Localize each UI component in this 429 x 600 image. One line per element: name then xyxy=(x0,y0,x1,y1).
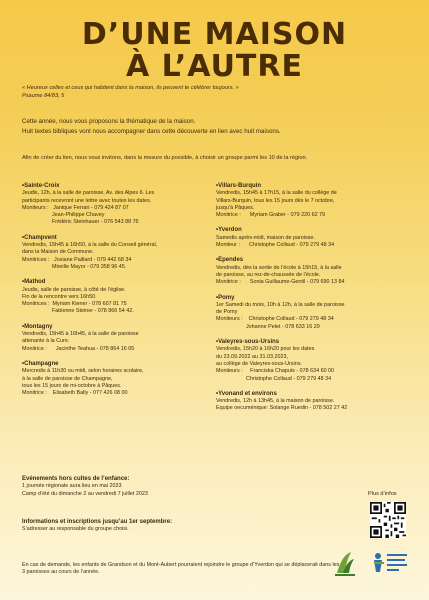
intro-line-1: Cette année, nous vous proposons la thématique de la maison. xyxy=(22,118,196,125)
place-detail-line: au collège de Valeyres-sous-Ursins. xyxy=(216,360,302,367)
place-detail-line: Johanne Pelet - 078 633 16 29 xyxy=(216,323,320,330)
place-detail-line: tous les 15 jours de mi-octobre à Pâques. xyxy=(22,382,122,389)
place-block xyxy=(216,391,416,413)
place-name: • Champagne xyxy=(22,361,218,368)
info-heading: Informations et inscriptions jusqu’au 1er septembre: xyxy=(22,519,173,525)
place-detail-line: Villars-Burquin, tous les 15 jours dès le 7 octobre, xyxy=(216,197,335,204)
places-right-column xyxy=(216,183,416,421)
quote-reference: Psaume 84/83, 5 xyxy=(22,93,65,99)
place-name: • Villars-Burquin xyxy=(216,183,416,190)
bible-quote xyxy=(22,84,412,100)
place-detail-line: 1er Samedi du mois, 10h à 12h, à la salle de paroisse xyxy=(216,301,345,308)
place-detail-line: participants recevront une lettre avec toutes les dates. xyxy=(22,197,152,204)
place-block xyxy=(216,295,416,331)
place-detail-line: Fabienne Steiner - 078 866 54 42. xyxy=(22,308,134,315)
place-block xyxy=(22,235,218,271)
events-line-2: Camp d’été du dimanche 2 au vendredi 7 juillet 2023 xyxy=(22,490,148,497)
place-detail-line: Christophe Collaud - 079 279 48 34 xyxy=(216,375,332,382)
place-block xyxy=(216,183,416,219)
info-line-1: S’adresser au responsable du groupe choisi. xyxy=(22,526,129,533)
place-detail-line: Monitrices : Josiane Paillard - 079 442 68 34 xyxy=(22,256,132,263)
place-detail-line: Monitrice : Jacinthe Teahua - 078 864 16 05 xyxy=(22,345,135,352)
place-block xyxy=(22,324,218,353)
place-name: • Sainte-Croix xyxy=(22,183,218,190)
place-block xyxy=(22,361,218,397)
place-name: • Montagny xyxy=(22,324,218,331)
events-heading: Evénements hors cultes de l’enfance: xyxy=(22,476,130,482)
place-block xyxy=(216,257,416,286)
info-section xyxy=(22,519,352,534)
place-detail-line: Samedis après-midi, maison de paroisse. xyxy=(216,234,315,241)
intro-line-3: Afin de créer du lien, nous vous invitons, dans la mesure du possible, à choisir un groupe parmi les 10 de la région. xyxy=(22,155,308,161)
place-name: • Valeyres-sous-Ursins xyxy=(216,339,416,346)
place-detail-line: Monitrice : Sonia Guillaume-Gentil - 079 690 13 84 xyxy=(216,279,345,286)
place-detail-line: dans la Maison de Commune. xyxy=(22,249,94,256)
place-detail-line: Moniteurs : Franciska Chapuis - 078 634 60 00 xyxy=(216,368,335,375)
place-block xyxy=(216,227,416,249)
events-line-1: 1 journée régionale aura lieu en mai 2023 xyxy=(22,483,122,490)
place-detail-line: de Pomy xyxy=(216,309,238,316)
place-name: • Champvent xyxy=(22,235,218,242)
place-detail-line: Jeudis, salle de paroisse, à côté de l’église. xyxy=(22,286,126,293)
place-detail-line: Moniteur : Christophe Collaud - 079 279 48 34 xyxy=(216,242,335,249)
place-detail-line: attenante à la Cure. xyxy=(22,338,70,345)
more-info-label: Plus d’infos xyxy=(368,491,397,497)
poster-title-line-1: D’UNE MAISON xyxy=(81,17,348,52)
place-detail-line: Monitrice : Elisabeth Bally - 077 426 08 00 xyxy=(22,390,128,397)
intro-line-2: Huit textes bibliques vont nous accompagner dans cette découverte en lien avec huit maisons. xyxy=(22,127,281,135)
place-detail-line: Vendredis, 15h45 à 16h50, à la salle du Conseil général, xyxy=(22,242,158,249)
place-detail-line: Monitrices : Myriam Kiener - 078 607 81 75 xyxy=(22,301,127,308)
place-detail-line: Moniteurs : Janique Ferrari - 079 424 87 07 xyxy=(22,204,129,211)
place-detail-line: du 23.09.2022 au 31.03.2023, xyxy=(216,353,288,360)
place-name: • Yverdon xyxy=(216,227,416,234)
parish-logo-icon xyxy=(332,549,358,579)
places-left-column xyxy=(22,183,218,405)
place-detail-line: à la salle de paroisse de Champagne, xyxy=(22,375,113,382)
place-detail-line: Monitrice : Myriam Graber - 079 220 62 79 xyxy=(216,212,326,219)
place-name: • Yvonand et environs xyxy=(216,391,416,398)
quote-text: « Heureux celles et ceux qui habitent dans ta maison, ils peuvent te célébrer toujours. » xyxy=(22,85,239,91)
intro-paragraph xyxy=(22,117,412,136)
place-detail-line: Vendredis, 15h45 à 17h15, à la salle du collège de xyxy=(216,190,337,197)
place-detail-line: Fin de la rencontre vers 16h50. xyxy=(22,293,97,300)
place-name: • Mathod xyxy=(22,279,218,286)
place-detail-line: Frédéric Steinhauer - 076 543 88 76 xyxy=(22,219,139,226)
place-detail-line: Jean-Philippe Chavey xyxy=(22,212,105,219)
place-detail-line: Equipe oecuménique: Solange Ruedin - 078 502 27 42 xyxy=(216,405,348,412)
place-detail-line: Moniteurs : Christophe Collaud - 079 279 48 34 xyxy=(216,316,334,323)
place-detail-line: Vendredis, 12h à 13h45, à la maison de paroisse. xyxy=(216,398,335,405)
place-detail-line: jusqu’à Pâques. xyxy=(216,204,255,211)
place-block xyxy=(22,183,218,227)
place-detail-line: Vendredis, 15h20 à 16h20 pour les dates xyxy=(216,346,315,353)
place-detail-line: Vendredis, dès la sortie de l’école à 15h15, à la salle xyxy=(216,264,342,271)
events-section xyxy=(22,476,352,498)
church-logo-icon xyxy=(370,548,410,578)
qr-code-icon[interactable] xyxy=(370,502,406,538)
poster-title-line-2: À L’AUTRE xyxy=(126,49,303,84)
place-detail-line: Mireille Mayor - 079 358 96 45. xyxy=(22,263,127,270)
place-detail-line: Jeudis, 12h, à la salle de paroisse, Av. des Alpes 6. Les xyxy=(22,190,155,197)
place-block xyxy=(216,339,416,383)
place-detail-line: de paroisse, au rez-de-chaussée de l’école. xyxy=(216,271,321,278)
grandson-note: En cas de demande, les enfants de Grandson et du Mont-Aubert pourraient rejoindre le groupe d’Yverdon qui se déplacerait dans les 3 paroisses au cours de l’année. xyxy=(22,562,340,576)
place-detail-line: Vendredis, 15h45 à 16h45, à la salle de paroisse xyxy=(22,331,139,338)
place-name: • Ependes xyxy=(216,257,416,264)
place-block xyxy=(22,279,218,315)
place-detail-line: Mercredis à 11h30 ou midi, selon horaires scolaire, xyxy=(22,368,144,375)
place-name: • Pomy xyxy=(216,295,416,302)
